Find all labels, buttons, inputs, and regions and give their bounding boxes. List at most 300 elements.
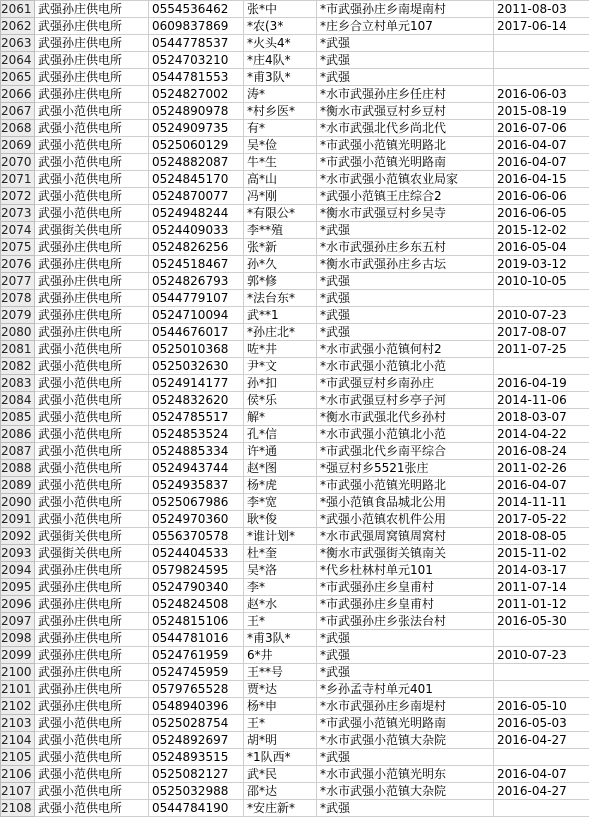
cell-name[interactable]: 武*民 [244, 766, 317, 783]
cell-address[interactable]: *水市武强北代乡尚北代 [317, 120, 494, 137]
table-row [1, 35, 589, 52]
cell-name[interactable]: 李* [244, 579, 317, 596]
cell-office[interactable]: 武强孙庄供电所 [35, 69, 149, 86]
cell-address[interactable]: *市武强孙庄乡皇甫村 [317, 596, 494, 613]
cell-address[interactable]: *水市武强小范镇大杂院 [317, 732, 494, 749]
cell-account-number[interactable]: 0554536462 [149, 1, 244, 18]
row-number[interactable]: 2080 [1, 324, 35, 341]
cell-account-number[interactable]: 0524885334 [149, 443, 244, 460]
row-number[interactable]: 2067 [1, 103, 35, 120]
cell-name[interactable]: 邵*达 [244, 783, 317, 800]
row-number[interactable]: 2073 [1, 205, 35, 222]
cell-office[interactable]: 武强小范供电所 [35, 154, 149, 171]
cell-office[interactable]: 武强小范供电所 [35, 358, 149, 375]
cell-account-number[interactable]: 0524826793 [149, 273, 244, 290]
cell-date[interactable] [494, 630, 589, 647]
cell-name[interactable]: 侯*乐 [244, 392, 317, 409]
cell-name[interactable]: 王* [244, 715, 317, 732]
cell-date[interactable]: 2016-06-03 [494, 86, 589, 103]
table-row [1, 545, 589, 562]
cell-account-number[interactable]: 0524518467 [149, 256, 244, 273]
cell-account-number[interactable]: 0525060129 [149, 137, 244, 154]
row-number[interactable]: 2079 [1, 307, 35, 324]
row-number[interactable]: 2099 [1, 647, 35, 664]
cell-office[interactable]: 武强孙庄供电所 [35, 596, 149, 613]
cell-address[interactable]: *水市武强小范镇北小范 [317, 358, 494, 375]
cell-date[interactable]: 2016-04-27 [494, 783, 589, 800]
cell-date[interactable]: 2016-05-04 [494, 239, 589, 256]
cell-date[interactable]: 2011-08-03 [494, 1, 589, 18]
cell-address[interactable]: *市武强孙庄乡张法台村 [317, 613, 494, 630]
row-number[interactable]: 2094 [1, 562, 35, 579]
cell-account-number[interactable]: 0525010368 [149, 341, 244, 358]
cell-name[interactable]: 咗*井 [244, 341, 317, 358]
cell-name[interactable]: *1队西* [244, 749, 317, 766]
row-number[interactable]: 2104 [1, 732, 35, 749]
cell-office[interactable]: 武强街关供电所 [35, 528, 149, 545]
cell-office[interactable]: 武强孙庄供电所 [35, 239, 149, 256]
cell-office[interactable]: 武强小范供电所 [35, 511, 149, 528]
cell-name[interactable]: 李*宽 [244, 494, 317, 511]
cell-account-number[interactable]: 0524703210 [149, 52, 244, 69]
row-number[interactable]: 2100 [1, 664, 35, 681]
cell-office[interactable]: 武强小范供电所 [35, 205, 149, 222]
cell-office[interactable]: 武强小范供电所 [35, 749, 149, 766]
table-row [1, 783, 589, 800]
cell-account-number[interactable]: 0579824595 [149, 562, 244, 579]
cell-office[interactable]: 武强小范供电所 [35, 409, 149, 426]
cell-address[interactable]: *水市武强小范镇大杂院 [317, 783, 494, 800]
cell-account-number[interactable]: 0524914177 [149, 375, 244, 392]
cell-office[interactable]: 武强小范供电所 [35, 715, 149, 732]
cell-name[interactable]: 孙*扣 [244, 375, 317, 392]
cell-address[interactable]: *武强 [317, 69, 494, 86]
cell-date[interactable]: 2014-11-11 [494, 494, 589, 511]
cell-account-number[interactable]: 0524882087 [149, 154, 244, 171]
cell-account-number[interactable]: 0544779107 [149, 290, 244, 307]
cell-account-number[interactable]: 0524943744 [149, 460, 244, 477]
cell-date[interactable]: 2016-07-06 [494, 120, 589, 137]
cell-name[interactable]: *法台东* [244, 290, 317, 307]
cell-address[interactable]: *衡水市武强豆村乡豆村 [317, 103, 494, 120]
cell-account-number[interactable]: 0524948244 [149, 205, 244, 222]
row-number[interactable]: 2097 [1, 613, 35, 630]
row-number[interactable]: 2068 [1, 120, 35, 137]
cell-address[interactable]: *强豆村乡5521张庄 [317, 460, 494, 477]
cell-date[interactable] [494, 35, 589, 52]
cell-name[interactable]: *谁计划* [244, 528, 317, 545]
table-row [1, 1, 589, 18]
cell-address[interactable]: *衡水市武强孙庄乡古坛 [317, 256, 494, 273]
row-number[interactable]: 2096 [1, 596, 35, 613]
row-number[interactable]: 2064 [1, 52, 35, 69]
cell-office[interactable]: 武强孙庄供电所 [35, 664, 149, 681]
cell-address[interactable]: *武强 [317, 35, 494, 52]
cell-office[interactable]: 武强小范供电所 [35, 120, 149, 137]
row-number[interactable]: 2071 [1, 171, 35, 188]
cell-address[interactable]: *武强 [317, 630, 494, 647]
cell-office[interactable]: 武强孙庄供电所 [35, 307, 149, 324]
table-row [1, 477, 589, 494]
cell-date[interactable] [494, 52, 589, 69]
cell-address[interactable]: *武强小范镇农机件公用 [317, 511, 494, 528]
cell-date[interactable]: 2014-04-22 [494, 426, 589, 443]
cell-name[interactable]: 李**殖 [244, 222, 317, 239]
cell-office[interactable]: 武强孙庄供电所 [35, 256, 149, 273]
cell-office[interactable]: 武强孙庄供电所 [35, 698, 149, 715]
spreadsheet-body [1, 1, 589, 817]
cell-account-number[interactable]: 0544781553 [149, 69, 244, 86]
cell-address[interactable]: *水市武强孙庄乡任庄村 [317, 86, 494, 103]
cell-address[interactable]: *市武强孙庄乡南堤南村 [317, 1, 494, 18]
cell-account-number[interactable]: 0525032630 [149, 358, 244, 375]
cell-account-number[interactable]: 0524893515 [149, 749, 244, 766]
cell-office[interactable]: 武强小范供电所 [35, 103, 149, 120]
cell-office[interactable]: 武强孙庄供电所 [35, 35, 149, 52]
cell-name[interactable]: 6*井 [244, 647, 317, 664]
table-row [1, 409, 589, 426]
cell-account-number[interactable]: 0524826256 [149, 239, 244, 256]
cell-name[interactable]: 王* [244, 613, 317, 630]
cell-office[interactable]: 武强小范供电所 [35, 443, 149, 460]
cell-address[interactable]: *市武强小范镇光明路南 [317, 715, 494, 732]
cell-name[interactable]: 孙*久 [244, 256, 317, 273]
cell-name[interactable]: *甫3队* [244, 69, 317, 86]
cell-address[interactable]: *市武强小范镇光明路北 [317, 137, 494, 154]
cell-office[interactable]: 武强孙庄供电所 [35, 52, 149, 69]
cell-office[interactable]: 武强街关供电所 [35, 222, 149, 239]
row-number[interactable]: 2095 [1, 579, 35, 596]
cell-office[interactable]: 武强孙庄供电所 [35, 86, 149, 103]
cell-office[interactable]: 武强小范供电所 [35, 800, 149, 817]
cell-date[interactable]: 2016-04-19 [494, 375, 589, 392]
cell-address[interactable]: *市武强小范镇光明路北 [317, 477, 494, 494]
cell-address[interactable]: *水市武强小范镇北小范 [317, 426, 494, 443]
cell-account-number[interactable]: 0524785517 [149, 409, 244, 426]
cell-date[interactable] [494, 800, 589, 817]
cell-name[interactable]: 张*新 [244, 239, 317, 256]
cell-office[interactable]: 武强孙庄供电所 [35, 273, 149, 290]
cell-name[interactable]: 赵*水 [244, 596, 317, 613]
row-number[interactable]: 2084 [1, 392, 35, 409]
cell-date[interactable]: 2010-10-05 [494, 273, 589, 290]
cell-date[interactable]: 2017-06-14 [494, 18, 589, 35]
cell-date[interactable]: 2010-07-23 [494, 307, 589, 324]
cell-name[interactable]: 解* [244, 409, 317, 426]
row-number[interactable]: 2090 [1, 494, 35, 511]
cell-account-number[interactable]: 0525067986 [149, 494, 244, 511]
cell-date[interactable]: 2017-05-22 [494, 511, 589, 528]
cell-name[interactable]: 高*山 [244, 171, 317, 188]
cell-name[interactable]: 贾*达 [244, 681, 317, 698]
row-number[interactable]: 2106 [1, 766, 35, 783]
cell-account-number[interactable]: 0544778537 [149, 35, 244, 52]
cell-address[interactable]: *市武强北代乡南平综合 [317, 443, 494, 460]
row-number[interactable]: 2083 [1, 375, 35, 392]
cell-address[interactable]: *衡水市武强豆村乡吴寺 [317, 205, 494, 222]
cell-name[interactable]: 有* [244, 120, 317, 137]
table-row [1, 460, 589, 477]
cell-account-number[interactable]: 0524890978 [149, 103, 244, 120]
cell-account-number[interactable]: 0524970360 [149, 511, 244, 528]
cell-office[interactable]: 武强孙庄供电所 [35, 562, 149, 579]
cell-name[interactable]: 杜*奎 [244, 545, 317, 562]
cell-address[interactable]: *武强 [317, 273, 494, 290]
cell-name[interactable]: *火头4* [244, 35, 317, 52]
cell-date[interactable]: 2016-04-07 [494, 137, 589, 154]
cell-office[interactable]: 武强孙庄供电所 [35, 579, 149, 596]
cell-office[interactable]: 武强小范供电所 [35, 375, 149, 392]
row-number[interactable]: 2072 [1, 188, 35, 205]
row-number[interactable]: 2108 [1, 800, 35, 817]
cell-name[interactable]: *农(3* [244, 18, 317, 35]
cell-date[interactable]: 2016-04-07 [494, 477, 589, 494]
cell-address[interactable]: *水市武强孙庄乡南堤村 [317, 698, 494, 715]
cell-date[interactable]: 2016-06-05 [494, 205, 589, 222]
cell-address[interactable]: *市武强豆村乡南孙庄 [317, 375, 494, 392]
cell-date[interactable] [494, 358, 589, 375]
cell-address[interactable]: *武强 [317, 290, 494, 307]
cell-office[interactable]: 武强孙庄供电所 [35, 1, 149, 18]
cell-date[interactable] [494, 664, 589, 681]
cell-address[interactable]: *武强 [317, 324, 494, 341]
cell-office[interactable]: 武强小范供电所 [35, 477, 149, 494]
cell-name[interactable]: 郭*修 [244, 273, 317, 290]
row-number[interactable]: 2088 [1, 460, 35, 477]
row-number[interactable]: 2069 [1, 137, 35, 154]
cell-office[interactable]: 武强小范供电所 [35, 188, 149, 205]
cell-address[interactable]: *水市武强豆村乡亭子河 [317, 392, 494, 409]
cell-office[interactable]: 武强小范供电所 [35, 341, 149, 358]
cell-office[interactable]: 武强孙庄供电所 [35, 324, 149, 341]
cell-address[interactable]: *衡水市武强北代乡孙村 [317, 409, 494, 426]
cell-name[interactable]: 尹*文 [244, 358, 317, 375]
cell-address[interactable]: *武强 [317, 664, 494, 681]
cell-date[interactable]: 2016-04-07 [494, 766, 589, 783]
cell-date[interactable]: 2016-08-24 [494, 443, 589, 460]
cell-address[interactable]: *武强小范镇王庄综合2 [317, 188, 494, 205]
cell-date[interactable]: 2016-04-27 [494, 732, 589, 749]
cell-account-number[interactable]: 0524853524 [149, 426, 244, 443]
row-number[interactable]: 2087 [1, 443, 35, 460]
cell-office[interactable]: 武强孙庄供电所 [35, 613, 149, 630]
row-number[interactable]: 2085 [1, 409, 35, 426]
cell-office[interactable]: 武强小范供电所 [35, 171, 149, 188]
row-number[interactable]: 2102 [1, 698, 35, 715]
row-number[interactable]: 2098 [1, 630, 35, 647]
cell-account-number[interactable]: 0544676017 [149, 324, 244, 341]
cell-account-number[interactable]: 0524845170 [149, 171, 244, 188]
row-number[interactable]: 2103 [1, 715, 35, 732]
cell-address[interactable]: *代乡杜林村单元101 [317, 562, 494, 579]
cell-account-number[interactable]: 0525082127 [149, 766, 244, 783]
cell-date[interactable]: 2016-05-03 [494, 715, 589, 732]
cell-date[interactable] [494, 681, 589, 698]
table-row [1, 494, 589, 511]
cell-address[interactable]: *乡孙孟寺村单元401 [317, 681, 494, 698]
cell-account-number[interactable]: 0524832620 [149, 392, 244, 409]
cell-account-number[interactable]: 0524827002 [149, 86, 244, 103]
table-row [1, 341, 589, 358]
cell-date[interactable]: 2017-08-07 [494, 324, 589, 341]
row-number[interactable]: 2092 [1, 528, 35, 545]
row-number[interactable]: 2076 [1, 256, 35, 273]
row-number[interactable]: 2107 [1, 783, 35, 800]
cell-date[interactable] [494, 290, 589, 307]
cell-name[interactable]: *有限公* [244, 205, 317, 222]
cell-name[interactable]: 杨*虎 [244, 477, 317, 494]
cell-date[interactable]: 2016-04-15 [494, 171, 589, 188]
cell-account-number[interactable]: 0524909735 [149, 120, 244, 137]
cell-account-number[interactable]: 0609837869 [149, 18, 244, 35]
cell-name[interactable]: 吴*洛 [244, 562, 317, 579]
cell-account-number[interactable]: 0524935837 [149, 477, 244, 494]
cell-account-number[interactable]: 0579765528 [149, 681, 244, 698]
cell-name[interactable]: *孙庄北* [244, 324, 317, 341]
row-number[interactable]: 2063 [1, 35, 35, 52]
cell-date[interactable] [494, 69, 589, 86]
cell-address[interactable]: *武强 [317, 52, 494, 69]
cell-name[interactable]: 张*中 [244, 1, 317, 18]
cell-date[interactable]: 2015-08-19 [494, 103, 589, 120]
cell-address[interactable]: *水市武强小范镇何村2 [317, 341, 494, 358]
cell-office[interactable]: 武强孙庄供电所 [35, 18, 149, 35]
cell-office[interactable]: 武强小范供电所 [35, 460, 149, 477]
cell-office[interactable]: 武强小范供电所 [35, 137, 149, 154]
row-number[interactable]: 2074 [1, 222, 35, 239]
cell-address[interactable]: *水市武强小范镇农业局家 [317, 171, 494, 188]
cell-date[interactable]: 2016-05-10 [494, 698, 589, 715]
cell-account-number[interactable]: 0525028754 [149, 715, 244, 732]
cell-address[interactable]: *水市武强周窝镇周窝村 [317, 528, 494, 545]
cell-account-number[interactable]: 0556370578 [149, 528, 244, 545]
row-number[interactable]: 2105 [1, 749, 35, 766]
cell-address[interactable]: *武强 [317, 749, 494, 766]
cell-account-number[interactable]: 0544784190 [149, 800, 244, 817]
cell-address[interactable]: *武强 [317, 307, 494, 324]
row-number[interactable]: 2093 [1, 545, 35, 562]
cell-date[interactable]: 2010-07-23 [494, 647, 589, 664]
row-number[interactable]: 2082 [1, 358, 35, 375]
cell-account-number[interactable]: 0524815106 [149, 613, 244, 630]
cell-account-number[interactable]: 0524790340 [149, 579, 244, 596]
cell-address[interactable]: *市武强小范镇光明路南 [317, 154, 494, 171]
cell-date[interactable]: 2011-02-26 [494, 460, 589, 477]
cell-date[interactable]: 2016-04-07 [494, 154, 589, 171]
cell-office[interactable]: 武强小范供电所 [35, 392, 149, 409]
cell-address[interactable]: *衡水市武强街关镇南关 [317, 545, 494, 562]
row-number[interactable]: 2062 [1, 18, 35, 35]
cell-date[interactable]: 2011-01-12 [494, 596, 589, 613]
row-number[interactable]: 2078 [1, 290, 35, 307]
cell-date[interactable]: 2014-11-06 [494, 392, 589, 409]
cell-account-number[interactable]: 0524404533 [149, 545, 244, 562]
row-number[interactable]: 2077 [1, 273, 35, 290]
cell-account-number[interactable]: 0524892697 [149, 732, 244, 749]
cell-office[interactable]: 武强小范供电所 [35, 766, 149, 783]
cell-name[interactable]: 冯*刚 [244, 188, 317, 205]
row-number[interactable]: 2065 [1, 69, 35, 86]
cell-office[interactable]: 武强孙庄供电所 [35, 630, 149, 647]
cell-date[interactable]: 2018-03-07 [494, 409, 589, 426]
cell-name[interactable]: *安庄新* [244, 800, 317, 817]
row-number[interactable]: 2061 [1, 1, 35, 18]
cell-date[interactable]: 2011-07-25 [494, 341, 589, 358]
cell-date[interactable]: 2018-08-05 [494, 528, 589, 545]
table-row [1, 749, 589, 766]
cell-account-number[interactable]: 0525032988 [149, 783, 244, 800]
cell-date[interactable] [494, 749, 589, 766]
cell-account-number[interactable]: 0548940396 [149, 698, 244, 715]
cell-date[interactable]: 2011-07-14 [494, 579, 589, 596]
cell-name[interactable]: 吴*俭 [244, 137, 317, 154]
cell-date[interactable]: 2015-12-02 [494, 222, 589, 239]
cell-address[interactable]: *市武强孙庄乡皇甫村 [317, 579, 494, 596]
cell-name[interactable]: *村乡医* [244, 103, 317, 120]
row-number[interactable]: 2066 [1, 86, 35, 103]
cell-address[interactable]: *庄乡合立村单元107 [317, 18, 494, 35]
cell-name[interactable]: *甫3队* [244, 630, 317, 647]
cell-name[interactable]: 耿*俊 [244, 511, 317, 528]
cell-office[interactable]: 武强孙庄供电所 [35, 647, 149, 664]
cell-name[interactable]: 许*通 [244, 443, 317, 460]
row-number[interactable]: 2101 [1, 681, 35, 698]
row-number[interactable]: 2070 [1, 154, 35, 171]
cell-office[interactable]: 武强小范供电所 [35, 732, 149, 749]
table-row [1, 18, 589, 35]
cell-account-number[interactable]: 0524824508 [149, 596, 244, 613]
cell-name[interactable]: 牛*生 [244, 154, 317, 171]
row-number[interactable]: 2086 [1, 426, 35, 443]
cell-office[interactable]: 武强孙庄供电所 [35, 681, 149, 698]
cell-office[interactable]: 武强孙庄供电所 [35, 290, 149, 307]
cell-address[interactable]: *武强 [317, 800, 494, 817]
cell-date[interactable]: 2015-11-02 [494, 545, 589, 562]
row-number[interactable]: 2089 [1, 477, 35, 494]
cell-name[interactable]: 涛* [244, 86, 317, 103]
cell-account-number[interactable]: 0524409033 [149, 222, 244, 239]
cell-office[interactable]: 武强小范供电所 [35, 494, 149, 511]
cell-date[interactable]: 2014-03-17 [494, 562, 589, 579]
row-number[interactable]: 2075 [1, 239, 35, 256]
cell-account-number[interactable]: 0524761959 [149, 647, 244, 664]
cell-address[interactable]: *武强 [317, 222, 494, 239]
cell-account-number[interactable]: 0524745959 [149, 664, 244, 681]
cell-name[interactable]: *庄4队* [244, 52, 317, 69]
cell-account-number[interactable]: 0524710094 [149, 307, 244, 324]
cell-name[interactable]: 赵*图 [244, 460, 317, 477]
cell-office[interactable]: 武强小范供电所 [35, 783, 149, 800]
cell-office[interactable]: 武强街关供电所 [35, 545, 149, 562]
cell-address[interactable]: *武强 [317, 647, 494, 664]
cell-name[interactable]: 胡*明 [244, 732, 317, 749]
cell-date[interactable]: 2016-05-30 [494, 613, 589, 630]
cell-account-number[interactable]: 0544781016 [149, 630, 244, 647]
cell-name[interactable]: 王**号 [244, 664, 317, 681]
row-number[interactable]: 2081 [1, 341, 35, 358]
cell-date[interactable]: 2019-03-12 [494, 256, 589, 273]
cell-name[interactable]: 杨*申 [244, 698, 317, 715]
cell-office[interactable]: 武强小范供电所 [35, 426, 149, 443]
cell-address[interactable]: *强小范镇食品城北公用 [317, 494, 494, 511]
cell-account-number[interactable]: 0524870077 [149, 188, 244, 205]
cell-name[interactable]: 武**1 [244, 307, 317, 324]
row-number[interactable]: 2091 [1, 511, 35, 528]
cell-address[interactable]: *水市武强小范镇光明东 [317, 766, 494, 783]
cell-address[interactable]: *水市武强孙庄乡东五村 [317, 239, 494, 256]
cell-name[interactable]: 孔*信 [244, 426, 317, 443]
cell-date[interactable]: 2016-06-06 [494, 188, 589, 205]
